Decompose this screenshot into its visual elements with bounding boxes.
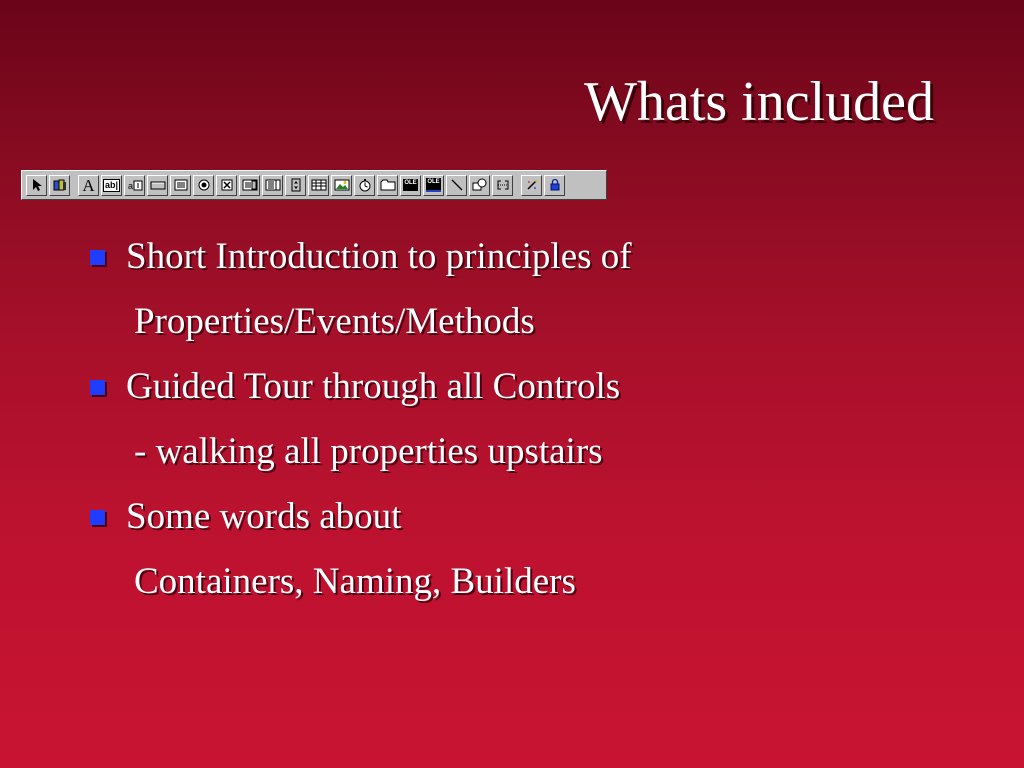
svg-text:a: a (127, 181, 133, 191)
listbox-icon[interactable] (170, 175, 191, 196)
lock-icon[interactable] (544, 175, 565, 196)
bullet-text: Some words about (126, 496, 402, 537)
bullet-square-icon (90, 510, 105, 525)
checkbox-icon[interactable] (216, 175, 237, 196)
controls-toolbox (21, 170, 607, 200)
bound-object-icon[interactable]: OLE (423, 175, 444, 196)
line-icon[interactable] (446, 175, 467, 196)
wizard-icon[interactable] (521, 175, 542, 196)
field-icon[interactable] (124, 175, 145, 196)
shape-icon[interactable] (469, 175, 490, 196)
ole-object-icon[interactable]: OLE (400, 175, 421, 196)
tab-icon[interactable] (377, 175, 398, 196)
table-icon[interactable] (308, 175, 329, 196)
list-item (88, 362, 948, 427)
bullet-subtext: Containers, Naming, Builders (134, 561, 576, 602)
list-box-icon[interactable] (262, 175, 283, 196)
list-item-continuation (88, 557, 948, 622)
page-break-icon[interactable] (492, 175, 513, 196)
spin-button-icon[interactable] (285, 175, 306, 196)
bullet-square-icon (90, 250, 105, 265)
bullet-text: Guided Tour through all Controls (126, 366, 621, 407)
button-icon[interactable] (147, 175, 168, 196)
pointer-icon[interactable] (26, 175, 47, 196)
slide-title: Whats included (584, 71, 934, 133)
bullet-subtext: Properties/Events/Methods (134, 301, 535, 342)
bullet-text: Short Introduction to principles of (126, 236, 632, 277)
list-item-continuation (88, 297, 948, 362)
list-item (88, 492, 948, 557)
image-icon[interactable] (331, 175, 352, 196)
list-item-continuation (88, 427, 948, 492)
list-item (88, 232, 948, 297)
bullet-subtext: - walking all properties upstairs (134, 431, 603, 472)
combobox-icon[interactable] (239, 175, 260, 196)
option-button-icon[interactable] (193, 175, 214, 196)
timer-icon[interactable] (354, 175, 375, 196)
label-icon[interactable]: A (78, 175, 99, 196)
bullet-square-icon (90, 380, 105, 395)
bullet-list (88, 232, 948, 622)
textbox-icon[interactable]: ab| (101, 175, 122, 196)
more-controls-icon[interactable] (49, 175, 70, 196)
